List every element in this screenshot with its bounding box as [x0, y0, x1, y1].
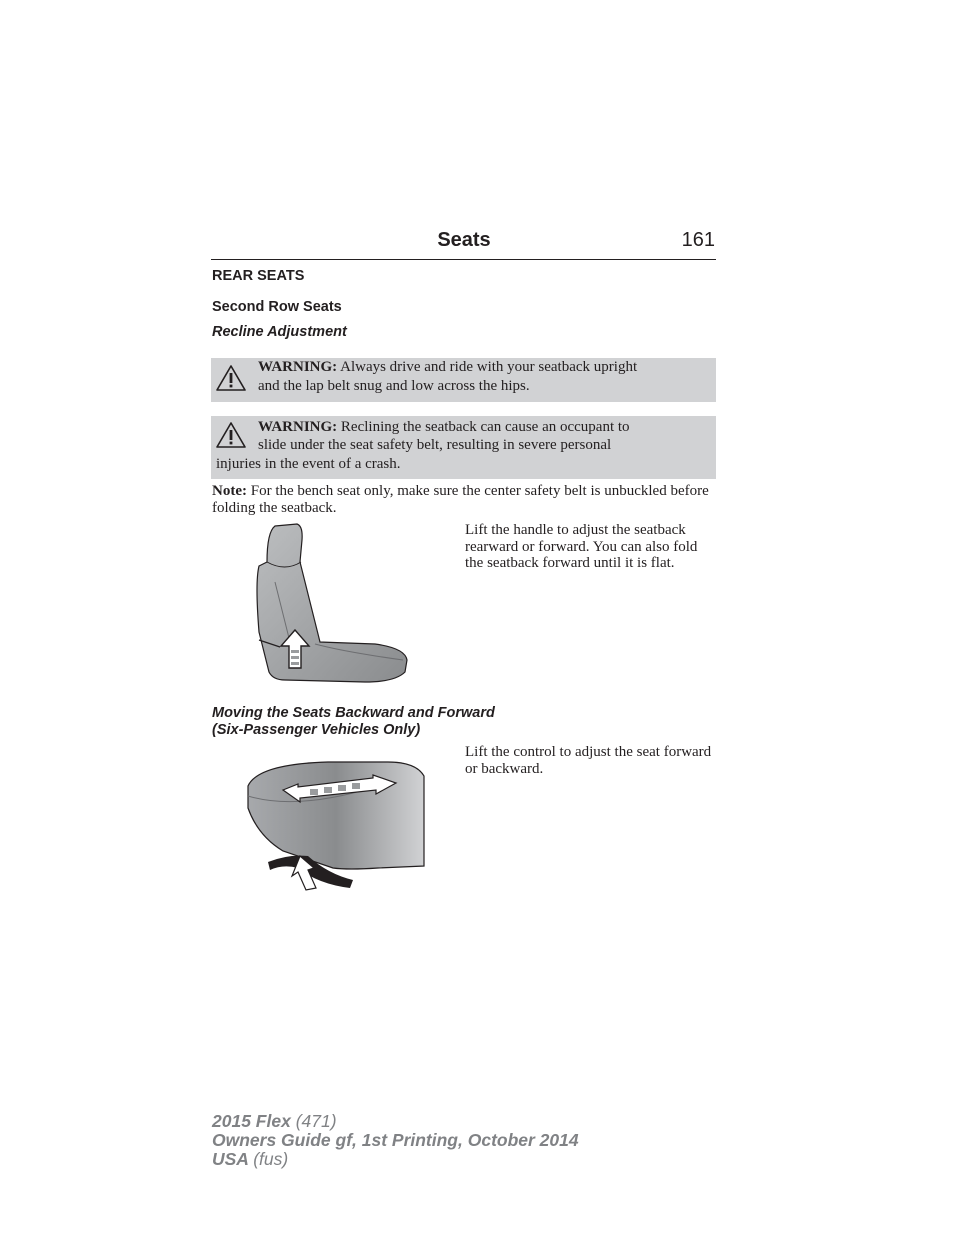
warning-text-line3: injuries in the event of a crash.	[216, 456, 401, 472]
header-rule	[211, 259, 716, 260]
warning-triangle-icon	[215, 421, 247, 449]
footer-model-code: (471)	[295, 1111, 337, 1131]
subsection-heading: Second Row Seats	[212, 299, 342, 315]
moving-seats-heading: Moving the Seats Backward and Forward (Six-Passenger Vehicles Only)	[212, 705, 495, 738]
footer-market-code: (fus)	[253, 1149, 289, 1169]
warning-text-line2: and the lap belt snug and low across the hips.	[258, 378, 530, 394]
recline-instructions: Lift the handle to adjust the seatback rearward or forward. You can also fold the seatback forward until it is flat.	[465, 522, 698, 571]
warning-text-line2: slide under the seat safety belt, resulting in severe personal	[258, 437, 612, 453]
warning-label: WARNING:	[258, 419, 338, 435]
seat-slide-illustration	[238, 756, 428, 892]
note-label: Note:	[212, 483, 247, 499]
footer-guide: Owners Guide gf, 1st Printing, October 2014	[212, 1130, 579, 1150]
warning-box	[211, 358, 716, 402]
footer-model: 2015 Flex	[212, 1111, 291, 1131]
page-number: 161	[681, 229, 715, 251]
subsubsection-heading: Recline Adjustment	[212, 324, 347, 340]
warning-box	[211, 416, 716, 479]
footer-market: USA	[212, 1149, 249, 1169]
page-title: Seats	[437, 229, 491, 251]
seat-recline-illustration	[245, 522, 415, 688]
footer	[212, 1112, 579, 1169]
section-heading: REAR SEATS	[212, 268, 305, 284]
warning-label: WARNING:	[258, 359, 338, 375]
warning-text: WARNING: Always drive and ride with your seatback upright	[258, 359, 638, 375]
warning-triangle-icon	[215, 364, 247, 392]
note-paragraph: Note: For the bench seat only, make sure the center safety belt is unbuckled before folding the seatback.	[212, 483, 709, 516]
warning-text: WARNING: Reclining the seatback can cause an occupant to	[258, 419, 630, 435]
moving-instructions: Lift the control to adjust the seat forward or backward.	[465, 744, 712, 777]
